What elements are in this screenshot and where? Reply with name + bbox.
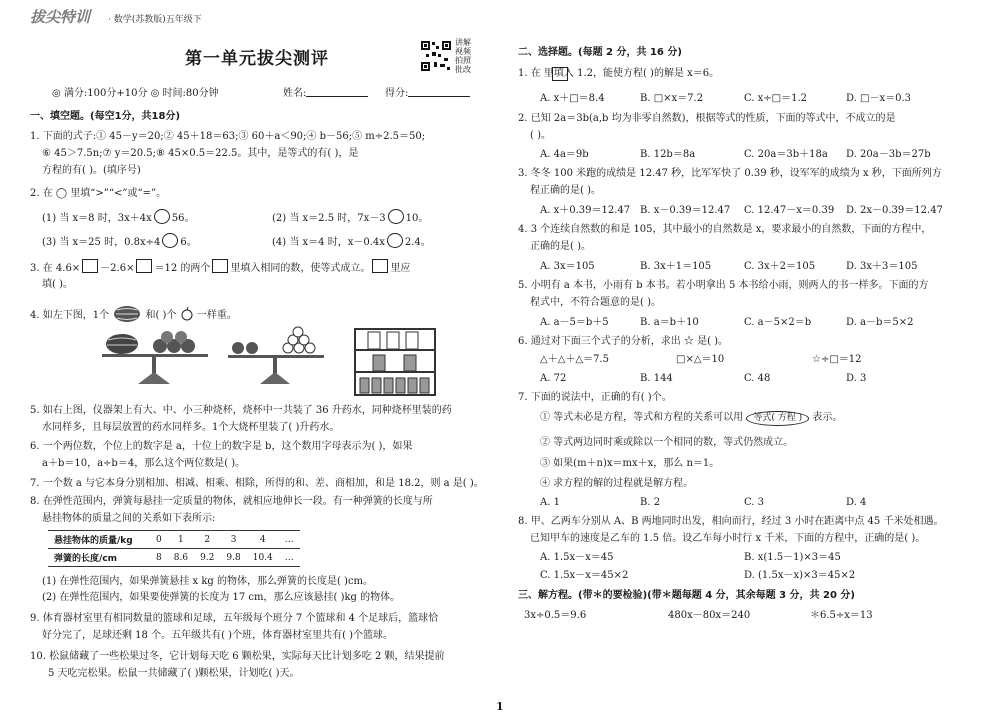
- r-q3-opt-d[interactable]: D. 2x－0.39＝12.47: [846, 205, 943, 216]
- r-q8-opt-a[interactable]: A. 1.5x－x＝45: [540, 552, 614, 563]
- q7-line: 7. 一个数 a 与它本身分别相加、相减、相乘、相除，所得的和、差、商相加，和是 18.2，则 a 是( )。: [30, 478, 484, 489]
- q8-line2: 悬挂物体的质量之间的关系如下表所示:: [42, 513, 216, 524]
- q8-sub1: (1) 在弹性范围内，如果弹簧悬挂 x kg 的物体，那么弹簧的长度是( )cm。: [42, 576, 374, 587]
- r-q3-line1: 3. 冬冬 100 米跑的成绩是 12.47 秒，比军军快了 0.39 秒，设军军的成绩为 x 秒，下面所列方: [518, 168, 942, 179]
- r-q4-opt-d[interactable]: D. 3x＋3＝105: [846, 261, 918, 272]
- r-q6-expr-2: □×△＝10: [676, 354, 725, 365]
- r-q7-prompt: 7. 下面的说法中，正确的有( )个。: [518, 392, 672, 403]
- r-q5-line2: 程式中，不符合题意的是( )。: [530, 297, 661, 308]
- q1-line3: 方程的有( )。(填序号): [42, 165, 141, 176]
- r-q5-line1: 5. 小明有 a 本书，小雨有 b 本书。若小明拿出 5 本书给小雨，则两人的书一样多。下面的方: [518, 280, 929, 291]
- r-q3-opt-b[interactable]: B. x－0.39＝12.47: [640, 205, 731, 216]
- name-blank[interactable]: [306, 96, 368, 97]
- r-q8-opt-c[interactable]: C. 1.5x－x＝45×2: [540, 570, 629, 581]
- table-header: 弹簧的长度/cm: [48, 549, 150, 567]
- section-2-heading: 二、选择题。(每题 2 分，共 16 分): [518, 47, 682, 58]
- r-q2-line1: 2. 已知 2a＝3b(a,b 均为非零自然数)，根据等式的性质，下面的等式中，不成立的是: [518, 113, 896, 124]
- r-q1-prompt: 1. 在 里填入 1.2，能使方程( )的解是 x＝6。: [518, 68, 720, 79]
- name-field[interactable]: [283, 84, 368, 99]
- r-q7-stmt-4: ④ 求方程的解的过程就是解方程。: [540, 478, 694, 489]
- r-q6-opt-c[interactable]: C. 48: [744, 373, 771, 384]
- score-info: ◎ 满分:100分+10分 ◎ 时间:80分钟: [52, 88, 219, 99]
- q2-part4: (4) 当 x＝4 时，x－0.4x 2.4。: [272, 233, 431, 249]
- q2-part2: (2) 当 x＝2.5 时，7x－3 10。: [272, 209, 428, 225]
- answer-circle[interactable]: [387, 233, 403, 248]
- r-q7-stmt-1: ① 等式未必是方程，等式和方程的关系可以用 等式( 方程 ) 表示。: [540, 411, 842, 426]
- r-q2-opt-c[interactable]: C. 20a＝3b＋18a: [744, 149, 828, 160]
- q3-line1: 3. 在 4.6× －2.6× ＝12 的两个 里填入相同的数，使等式成立。 里应: [30, 259, 410, 275]
- r-q4-line1: 4. 3 个连续自然数的和是 105，其中最小的自然数是 x，要求最小的自然数，下面的方程中，: [518, 224, 932, 235]
- answer-box[interactable]: [136, 259, 152, 273]
- page-title: 第一单元拔尖测评: [185, 49, 329, 69]
- r-q7-stmt-2: ② 等式两边同时乘或除以一个相同的数，等式仍然成立。: [540, 437, 794, 448]
- r-q1-opt-c[interactable]: C. x÷□＝1.2: [744, 93, 808, 104]
- r-q6-expr-1: △＋△＋△＝7.5: [540, 354, 609, 365]
- page-number: 1: [496, 700, 504, 713]
- table-row: 弹簧的长度/cm 8 8.6 9.2 9.8 10.4 …: [48, 549, 300, 567]
- r-q8-opt-b[interactable]: B. x(1.5－1)×3＝45: [744, 552, 841, 563]
- r-q6-expr-3: ☆÷□＝12: [812, 354, 862, 365]
- r-q6-opt-b[interactable]: B. 144: [640, 373, 673, 384]
- section-3-heading: 三、解方程。(带＊的要检验)(带＊题每题 4 分，其余每题 3 分，共 20 分): [518, 590, 856, 601]
- answer-box: [552, 67, 568, 81]
- r-q8-line1: 8. 甲、乙两车分别从 A、B 两地同时出发，相向而行，经过 3 小时在距离中点 45 千米处相遇。: [518, 516, 944, 527]
- r-q5-opt-c[interactable]: C. a－5×2＝b: [744, 317, 812, 328]
- q6-line1: 6. 一个两位数，个位上的数字是 a，十位上的数字是 b，这个数用字母表示为( )，如果: [30, 441, 413, 452]
- r-q7-opt-d[interactable]: D. 4: [846, 497, 867, 508]
- r-q5-opt-a[interactable]: A. a－5＝b＋5: [540, 317, 609, 328]
- r-q5-opt-b[interactable]: B. a＝b＋10: [640, 317, 699, 328]
- balance-scale-2-illustration: [226, 326, 326, 386]
- r-q1-opt-d[interactable]: D. □－x＝0.3: [846, 93, 912, 104]
- q8-sub2: (2) 在弹性范围内，如果要使弹簧的长度为 17 cm，那么应该悬挂( )kg 的物体。: [42, 592, 401, 603]
- r-q2-opt-a[interactable]: A. 4a＝9b: [540, 149, 589, 160]
- r-q4-opt-c[interactable]: C. 3x＋2＝105: [744, 261, 816, 272]
- equation-3: ＊6.5÷x＝13: [810, 610, 873, 621]
- name-label: 姓名:: [283, 88, 307, 99]
- equation-2: 480x－80x＝240: [668, 610, 751, 621]
- q9-line2: 好分完了，足球还剩 18 个。五年级共有( )个班，体育器材室里共有( )个篮球。: [42, 630, 394, 641]
- venn-diagram-icon: 等式( 方程 ): [746, 411, 809, 426]
- spring-table: [48, 530, 300, 567]
- r-q3-opt-a[interactable]: A. x＋0.39＝12.47: [540, 205, 631, 216]
- r-q4-opt-b[interactable]: B. 3x＋1＝105: [640, 261, 712, 272]
- r-q7-opt-a[interactable]: A. 1: [540, 497, 560, 508]
- q3-line2: 填( )。: [42, 279, 73, 290]
- answer-box[interactable]: [82, 259, 98, 273]
- score-field[interactable]: [385, 84, 470, 99]
- r-q6-opt-a[interactable]: A. 72: [540, 373, 567, 384]
- r-q2-opt-d[interactable]: D. 20a－3b＝27b: [846, 149, 931, 160]
- r-q1-opt-a[interactable]: A. x＋□＝8.4: [540, 93, 605, 104]
- answer-box[interactable]: [212, 259, 228, 273]
- apple-icon: [180, 307, 194, 321]
- r-q6-prompt: 6. 通过对下面三个式子的分析，求出 ☆ 是( )。: [518, 336, 729, 347]
- q9-line1: 9. 体育器材室里有相同数量的篮球和足球，五年级每个班分 7 个篮球和 4 个足球后，篮球恰: [30, 613, 439, 624]
- q10-line1: 10. 松鼠储藏了一些松果过冬，它计划每天吃 6 颗松果，实际每天比计划多吃 2 颗，结果提前: [30, 651, 445, 662]
- r-q7-opt-b[interactable]: B. 2: [640, 497, 661, 508]
- r-q8-line2: 已知甲车的速度是乙车的 1.5 倍。设乙车每小时行 x 千米，下面的方程中，正确的是( )。: [530, 533, 926, 544]
- r-q2-line2: ( )。: [530, 130, 551, 141]
- q1-line1: 1. 下面的式子:① 45－y＝20;② 45＋18＝63;③ 60＋a＜90;④ b－56;⑤ m÷2.5＝50;: [30, 131, 426, 142]
- r-q7-opt-c[interactable]: C. 3: [744, 497, 765, 508]
- q10-line2: 5 天吃完松果。松鼠一共储藏了( )颗松果，计划吃( )天。: [48, 668, 300, 679]
- answer-circle[interactable]: [154, 209, 170, 224]
- r-q4-line2: 正确的是( )。: [530, 241, 591, 252]
- qr-caption: 讲解视频 拍照批改: [455, 38, 471, 74]
- r-q3-line2: 程正确的是( )。: [530, 185, 601, 196]
- r-q8-opt-d[interactable]: D. (1.5x－x)×3＝45×2: [744, 570, 856, 581]
- q2-part3: (3) 当 x＝25 时，0.8x÷4 6。: [42, 233, 197, 249]
- section-1-heading: 一、填空题。(每空1分，共18分): [30, 111, 181, 122]
- q5-line1: 5. 如右上图，仪器架上有大、中、小三种烧杯，烧杯中一共装了 36 升药水，同种烧杯里装的药: [30, 405, 452, 416]
- qr-code-icon[interactable]: [420, 40, 452, 72]
- score-label: 得分:: [385, 88, 409, 99]
- r-q1-opt-b[interactable]: B. □×x＝7.2: [640, 93, 704, 104]
- beaker-shelf-illustration: [354, 328, 436, 396]
- r-q5-opt-d[interactable]: D. a－b＝5×2: [846, 317, 914, 328]
- q8-line1: 8. 在弹性范围内，弹簧每悬挂一定质量的物体，就相应地伸长一段。有一种弹簧的长度与所: [30, 496, 433, 507]
- q4-prompt: 4. 如左下图，1个 和( )个 一样重。: [30, 305, 237, 323]
- answer-circle[interactable]: [388, 209, 404, 224]
- q1-line2: ⑥ 45＞7.5n;⑦ y＝20.5;⑧ 45×0.5＝22.5。其中，是等式的有( )，是: [42, 148, 359, 159]
- balance-scale-1-illustration: [100, 326, 210, 386]
- brand-logo: 拔尖特训: [30, 8, 91, 26]
- table-row: 悬挂物体的质量/kg 0 1 2 3 4 …: [48, 531, 300, 549]
- equation-1: 3x÷0.5＝9.6: [524, 610, 587, 621]
- watermelon-icon: [112, 305, 142, 323]
- r-q2-opt-b[interactable]: B. 12b＝8a: [640, 149, 696, 160]
- q6-line2: a＋b＝10，a÷b＝4，那么这个两位数是( )。: [42, 458, 246, 469]
- table-header: 悬挂物体的质量/kg: [48, 531, 150, 549]
- r-q7-stmt-3: ③ 如果(m＋n)x＝mx＋x，那么 n＝1。: [540, 458, 720, 469]
- score-blank[interactable]: [408, 96, 470, 97]
- answer-circle[interactable]: [162, 233, 178, 248]
- q2-prompt: 2. 在 ◯ 里填“>”“<”或“=”。: [30, 188, 167, 199]
- r-q4-opt-a[interactable]: A. 3x＝105: [540, 261, 595, 272]
- r-q6-opt-d[interactable]: D. 3: [846, 373, 867, 384]
- r-q3-opt-c[interactable]: C. 12.47－x＝0.39: [744, 205, 835, 216]
- subject-label: · 数学(苏教版)五年级下: [108, 15, 202, 25]
- answer-box[interactable]: [372, 259, 388, 273]
- q2-part1: (1) 当 x＝8 时，3x＋4x 56。: [42, 209, 194, 225]
- q5-line2: 水同样多，且每层放置的药水同样多。1个大烧杯里装了( )升药水。: [42, 422, 340, 433]
